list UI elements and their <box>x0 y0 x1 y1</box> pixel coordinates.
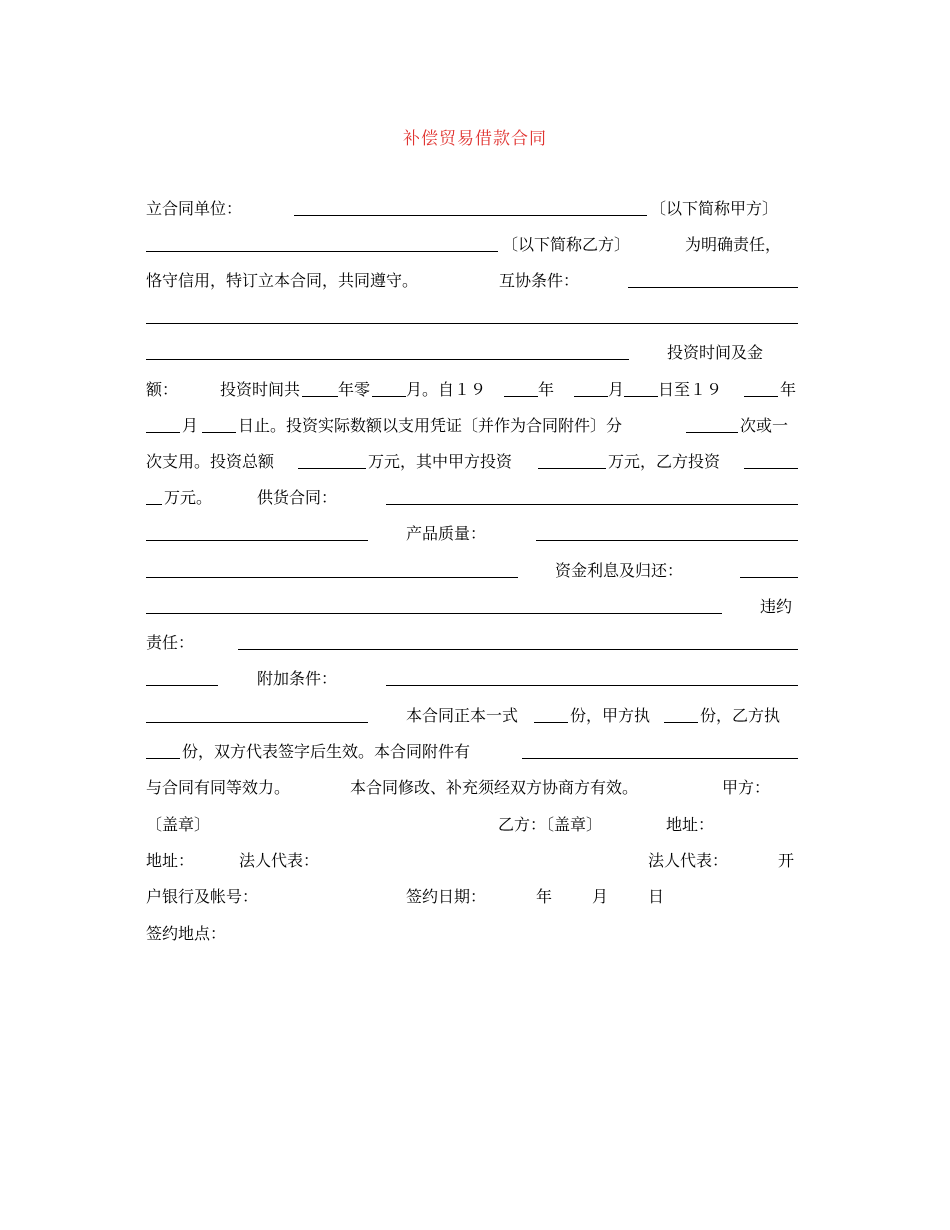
contract-line <box>146 485 798 511</box>
label-product-quality: 产品质量： <box>406 524 487 543</box>
text-clause: 年 <box>780 380 797 399</box>
blank-field[interactable] <box>302 396 338 397</box>
text-clause: 与合同有同等效力。 <box>146 778 291 797</box>
label-address: 地址： <box>146 851 195 870</box>
blank-field[interactable] <box>744 396 778 397</box>
contract-line <box>146 703 798 729</box>
contract-line <box>146 630 798 656</box>
text-seal-a: 〔盖章〕 <box>146 815 211 834</box>
text-clause: 开 <box>778 851 795 870</box>
label-legal-rep: 法人代表： <box>648 851 729 870</box>
label-breach-liability: 违约 <box>760 597 793 616</box>
blank-field[interactable] <box>146 432 180 433</box>
blank-field[interactable] <box>372 396 406 397</box>
text-clause: 份，乙方执 <box>700 706 781 725</box>
text-year: 年 <box>536 887 553 906</box>
blank-field[interactable] <box>146 722 368 723</box>
label-sign-date: 签约日期： <box>406 887 487 906</box>
text-clause: 份，甲方执 <box>570 706 651 725</box>
label-bank-account: 户银行及帐号： <box>146 887 259 906</box>
blank-field[interactable] <box>740 577 798 578</box>
blank-field[interactable] <box>146 577 518 578</box>
contract-line <box>146 196 798 222</box>
label-legal-rep: 法人代表： <box>239 851 320 870</box>
text-clause: 日止。投资实际数额以支用凭证〔并作为合同附件〕分 <box>238 416 623 435</box>
contract-line <box>146 921 798 947</box>
blank-field[interactable] <box>536 540 798 541</box>
label-address: 地址： <box>666 815 715 834</box>
text-clause: 份，双方代表签字后生效。本合同附件有 <box>182 742 471 761</box>
text-clause: 月。自１９ <box>406 380 487 399</box>
blank-field[interactable] <box>146 504 162 505</box>
text-clause: 日至１９ <box>658 380 723 399</box>
blank-field[interactable] <box>238 649 798 650</box>
label-party-a: 甲方： <box>722 778 771 797</box>
blank-field[interactable] <box>146 540 368 541</box>
contract-line <box>146 666 798 692</box>
text-clause: 投资时间共 <box>220 380 301 399</box>
blank-field[interactable] <box>686 432 738 433</box>
blank-field[interactable] <box>522 758 798 759</box>
text-party-a-alias: 〔以下简称甲方〕 <box>650 199 779 218</box>
text-month: 月 <box>592 887 609 906</box>
label-contract-party: 立合同单位： <box>146 199 243 218</box>
contract-line <box>146 558 798 584</box>
contract-line <box>146 594 798 620</box>
text-clause: 为明确责任， <box>685 235 782 254</box>
blank-field[interactable] <box>146 685 218 686</box>
blank-field[interactable] <box>298 468 366 469</box>
text-clause: 次或一 <box>740 416 789 435</box>
label-party-b-seal: 乙方：〔盖章〕 <box>498 815 603 834</box>
text-clause: 万元。 <box>164 488 213 507</box>
contract-line <box>146 521 798 547</box>
text-clause: 年零 <box>338 380 371 399</box>
text-day: 日 <box>648 887 665 906</box>
contract-line <box>146 848 798 874</box>
text-clause: 额： <box>146 380 179 399</box>
blank-field[interactable] <box>146 758 180 759</box>
text-clause: 年 <box>538 380 555 399</box>
label-supply-contract: 供货合同： <box>257 488 338 507</box>
label-investment-time: 投资时间及金 <box>667 343 764 362</box>
blank-field[interactable] <box>574 396 608 397</box>
contract-line <box>146 775 798 801</box>
contract-line <box>146 304 798 330</box>
blank-field[interactable] <box>146 359 629 360</box>
blank-field[interactable] <box>146 613 722 614</box>
label-additional-conditions: 附加条件： <box>257 669 338 688</box>
label-mutual-conditions: 互协条件： <box>499 271 580 290</box>
text-clause: 恪守信用，特订立本合同，共同遵守。 <box>146 271 419 290</box>
contract-line <box>146 739 798 765</box>
blank-field[interactable] <box>146 323 798 324</box>
text-party-b-alias: 〔以下简称乙方〕 <box>502 235 631 254</box>
contract-line <box>146 884 798 910</box>
page-title: 补偿贸易借款合同 <box>403 129 547 149</box>
text-clause: 万元，乙方投资 <box>608 452 721 471</box>
text-clause: 月 <box>608 380 625 399</box>
blank-field[interactable] <box>294 215 647 216</box>
blank-field[interactable] <box>744 468 798 469</box>
contract-line <box>146 268 798 294</box>
contract-line <box>146 413 798 439</box>
blank-field[interactable] <box>504 396 538 397</box>
blank-field[interactable] <box>538 468 606 469</box>
text-clause: 责任： <box>146 633 195 652</box>
blank-field[interactable] <box>386 685 798 686</box>
contract-line <box>146 232 798 258</box>
blank-field[interactable] <box>146 251 498 252</box>
blank-field[interactable] <box>628 287 798 288</box>
blank-field[interactable] <box>664 722 698 723</box>
contract-line <box>146 449 798 475</box>
label-sign-place: 签约地点： <box>146 924 227 943</box>
text-clause: 月 <box>182 416 199 435</box>
label-interest-repayment: 资金利息及归还： <box>555 561 684 580</box>
text-clause: 本合同正本一式 <box>406 706 519 725</box>
contract-line <box>146 377 798 403</box>
text-clause: 本合同修改、补充须经双方协商方有效。 <box>350 778 639 797</box>
blank-field[interactable] <box>386 504 798 505</box>
text-clause: 次支用。投资总额 <box>146 452 275 471</box>
contract-line <box>146 340 798 366</box>
text-clause: 万元，其中甲方投资 <box>368 452 513 471</box>
blank-field[interactable] <box>202 432 236 433</box>
contract-line <box>146 812 798 838</box>
blank-field[interactable] <box>624 396 658 397</box>
blank-field[interactable] <box>534 722 568 723</box>
